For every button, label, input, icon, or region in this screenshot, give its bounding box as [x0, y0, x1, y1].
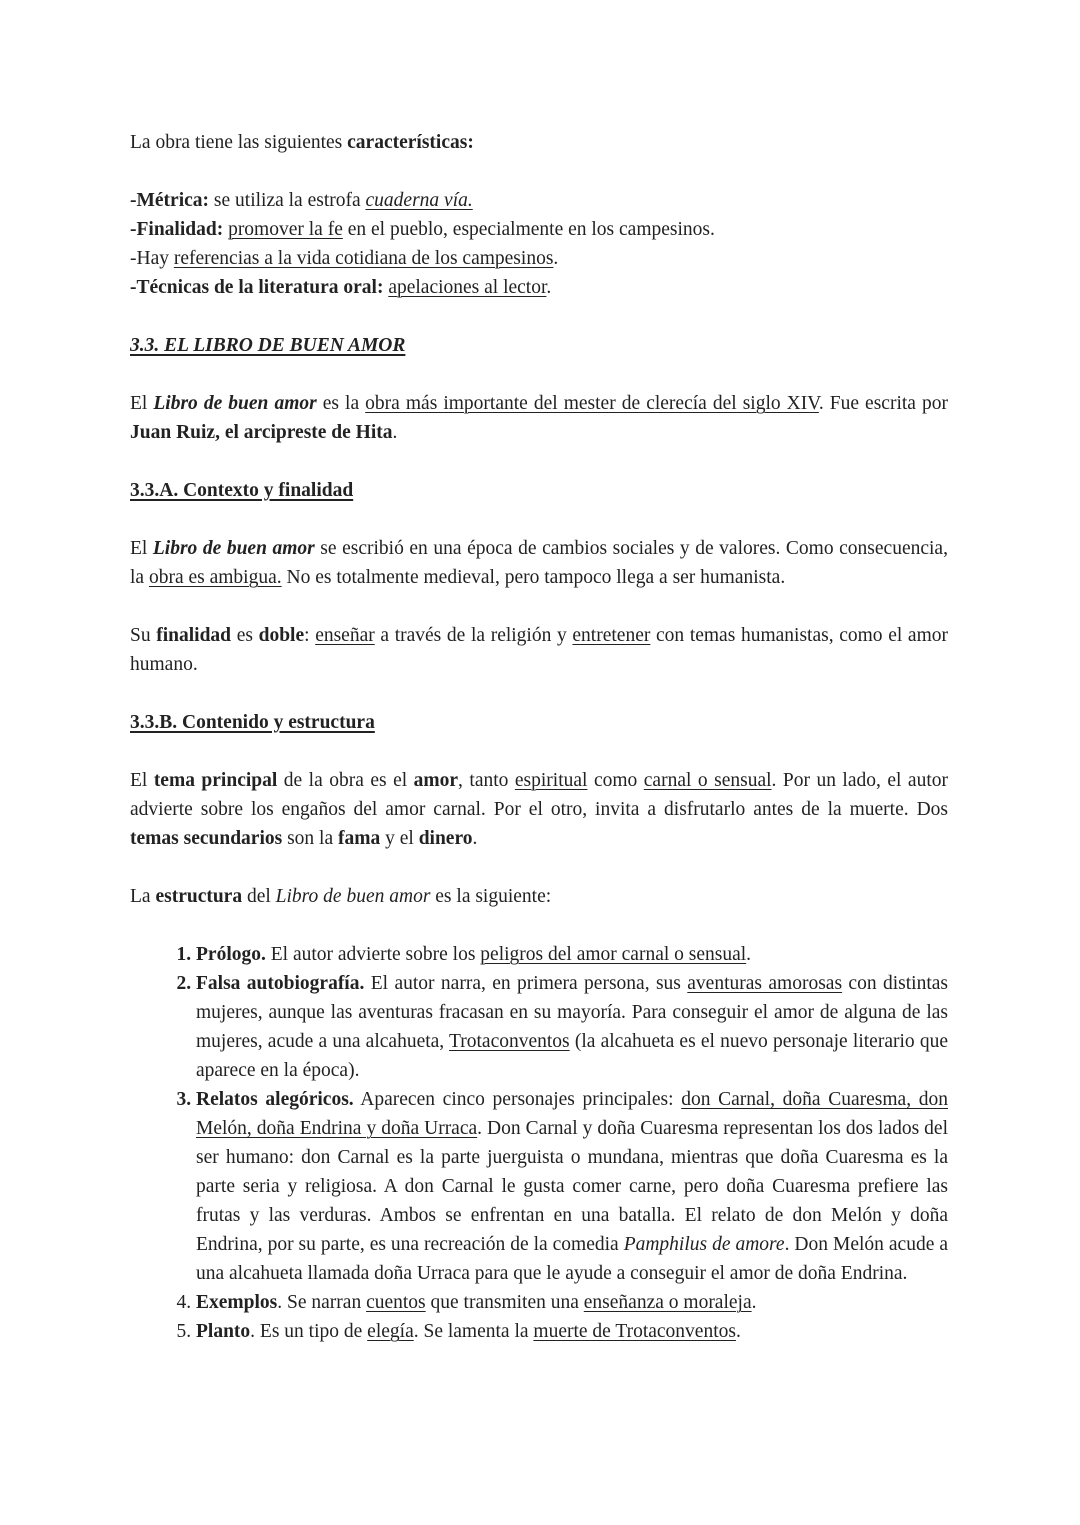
intro-paragraph — [130, 128, 948, 157]
structure-item-title: Exemplos — [196, 1292, 278, 1313]
section-heading-3-3-a: 3.3.A. Contexto y finalidad — [130, 480, 354, 501]
structure-item-title: Falsa autobiografía. — [196, 973, 365, 994]
feature-finalidad: -Finalidad: promover la fe en el pueblo, especialmente en los campesinos. — [130, 219, 715, 240]
intro-text: La obra tiene las siguientes — [130, 132, 348, 153]
section-3-3-a-paragraph-2: Su finalidad es doble: enseñar a través de la religión y entretener con temas humanistas, como el amor humano. — [130, 625, 948, 675]
structure-list-item: 3. Relatos alegóricos. Aparecen cinco personajes principales: don Carnal, doña Cuaresma, don Melón, doña Endrina y doña Urraca. Don Carnal y doña Cuaresma representan los dos lados del ser humano: don Carnal es la parte juerguista o mundana, mientras que doña Cuaresma es la parte seria y religiosa. A don Carnal le gusta comer carne, pero doña Cuaresma prefiere las frutas y las verduras. Ambos se enfrentan en una batalla. El relato de don Melón y doña Endrina, por su parte, es una recreación de la comedia Pamphilus de amore. Don Melón acude a una alcahueta llamada doña Urraca para que le ayude a conseguir el amor de doña Endrina. — [196, 1085, 948, 1288]
section-3-3-b-paragraph-1: El tema principal de la obra es el amor, tanto espiritual como carnal o sensual. Por un lado, el autor advierte sobre los engaños del amor carnal. Por el otro, invita a disfrutarlo antes de la muerte. Dos temas secundarios son la fama y el dinero. — [130, 770, 948, 849]
section-3-3-a-paragraph-1: El Libro de buen amor se escribió en una época de cambios sociales y de valores. Como consecuencia, la obra es ambigua. No es totalmente medieval, pero tampoco llega a ser humanista. — [130, 538, 948, 588]
structure-list-item: 2. Falsa autobiografía. El autor narra, en primera persona, sus aventuras amorosas con distintas mujeres, aunque las aventuras fracasan en su mayoría. Para conseguir el amor de alguna de las mujeres, acude a una alcahueta, Trotaconventos (la alcahueta es el nuevo personaje literario que aparece en la época). — [196, 969, 948, 1085]
feature-tecnicas: -Técnicas de la literatura oral: apelaciones al lector. — [130, 277, 552, 298]
structure-item-title: Relatos alegóricos. — [196, 1089, 354, 1110]
structure-item-title: Prólogo. — [196, 944, 266, 965]
intro-bold: características: — [347, 132, 474, 153]
structure-list — [130, 940, 948, 1346]
structure-list-item: 1. Prólogo. El autor advierte sobre los peligros del amor carnal o sensual. — [196, 940, 948, 969]
section-3-3-b-paragraph-2: La estructura del Libro de buen amor es la siguiente: — [130, 886, 552, 907]
feature-metrica: -Métrica: se utiliza la estrofa cuaderna vía. — [130, 190, 473, 211]
section-heading-3-3: 3.3. EL LIBRO DE BUEN AMOR — [130, 335, 406, 356]
document-page — [130, 128, 948, 1346]
section-3-3-paragraph: El Libro de buen amor es la obra más importante del mester de clerecía del siglo XIV. Fue escrita por Juan Ruiz, el arcipreste de Hita. — [130, 393, 948, 443]
structure-item-title: Planto — [196, 1321, 251, 1342]
feature-list — [130, 186, 948, 302]
structure-list-item: 5. Planto. Es un tipo de elegía. Se lamenta la muerte de Trotaconventos. — [196, 1317, 948, 1346]
section-heading-3-3-b: 3.3.B. Contenido y estructura — [130, 712, 375, 733]
feature-referencias: -Hay referencias a la vida cotidiana de los campesinos. — [130, 248, 559, 269]
structure-list-item: 4. Exemplos. Se narran cuentos que transmiten una enseñanza o moraleja. — [196, 1288, 948, 1317]
